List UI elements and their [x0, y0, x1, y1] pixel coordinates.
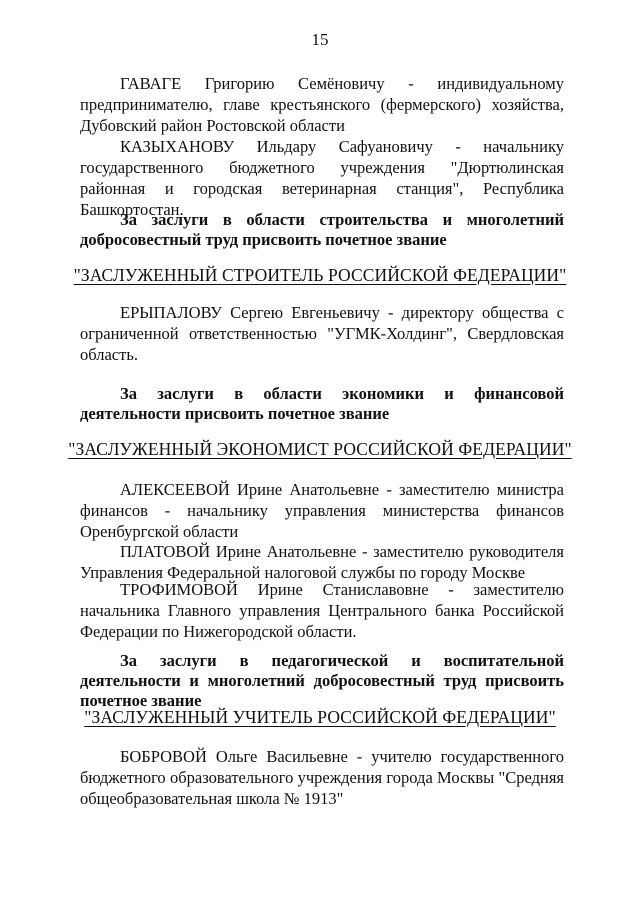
section-heading-construction: За заслуги в области строительства и многолетний добросовестный труд присвоить почетное звание [80, 210, 564, 249]
award-recipient-bobrova: БОБРОВОЙ Ольге Васильевне - учителю государственного бюджетного образовательного учреждения города Москвы "Средняя общеобразовательная школа № 1913" [80, 747, 564, 808]
award-recipient-platova: ПЛАТОВОЙ Ирине Анатольевне - заместителю руководителя Управления Федеральной налоговой службы по городу Москве [80, 542, 564, 582]
page-number: 15 [311, 30, 329, 49]
award-recipient-kazykhanov: КАЗЫХАНОВУ Ильдару Сафуановичу - начальнику государственного бюджетного учреждения "Дюртюлинская районная и городская ветеринарная станция", Республика Башкортостан. [80, 137, 564, 219]
award-recipient-trofimova: ТРОФИМОВОЙ Ирине Станиславовне - заместителю начальника Главного управления Центрального банка Российской Федерации по Нижегородской области. [80, 580, 564, 641]
award-recipient-gavage: ГАВАГЕ Григорию Семёновичу - индивидуальному предпринимателю, главе крестьянского (фермерского) хозяйства, Дубовский район Ростовской области [80, 74, 564, 135]
honorary-title-teacher: "ЗАСЛУЖЕННЫЙ УЧИТЕЛЬ РОССИЙСКОЙ ФЕДЕРАЦИИ" [84, 707, 556, 727]
honorary-title-economist: "ЗАСЛУЖЕННЫЙ ЭКОНОМИСТ РОССИЙСКОЙ ФЕДЕРАЦИИ" [68, 439, 572, 459]
section-heading-pedagogy: За заслуги в педагогической и воспитательной деятельности и многолетний добросовестный труд присвоить почетное звание [80, 651, 564, 710]
honorary-title-builder: "ЗАСЛУЖЕННЫЙ СТРОИТЕЛЬ РОССИЙСКОЙ ФЕДЕРАЦИИ" [73, 265, 567, 285]
section-heading-economics: За заслуги в области экономики и финансовой деятельности присвоить почетное звание [80, 384, 564, 423]
award-recipient-alekseeva: АЛЕКСЕЕВОЙ Ирине Анатольевне - заместителю министра финансов - начальнику управления министерства финансов Оренбургской области [80, 480, 564, 541]
award-recipient-erypalov: ЕРЫПАЛОВУ Сергею Евгеньевичу - директору общества с ограниченной ответственностью "УГМК-Холдинг", Свердловская область. [80, 303, 564, 364]
